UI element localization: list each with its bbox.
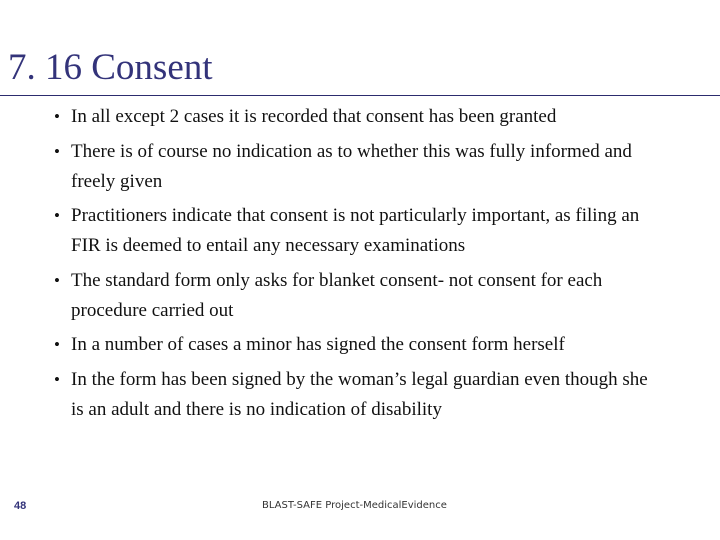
bullet-text: In all except 2 cases it is recorded that consent has been granted [71, 106, 557, 127]
bullet-list [44, 102, 664, 429]
title-divider [0, 95, 720, 96]
bullet-item [44, 330, 664, 360]
bullet-item [44, 137, 664, 197]
bullet-text: Practitioners indicate that consent is not particularly important, as filing an FIR is deemed to entail any necessary examinations [71, 205, 640, 256]
bullet-item [44, 266, 664, 326]
bullet-icon: • [54, 270, 60, 290]
slide-number: 48 [14, 500, 27, 512]
bullet-icon: • [54, 206, 60, 225]
footer-caption: BLAST-SAFE Project-MedicalEvidence [262, 500, 447, 511]
bullet-item [44, 365, 664, 425]
bullet-icon: • [54, 369, 60, 389]
bullet-text: The standard form only asks for blanket consent- not consent for each procedure carried out [71, 269, 603, 321]
bullet-icon: • [54, 335, 60, 354]
bullet-icon: • [54, 141, 60, 161]
slide-title: 7. 16 Consent [8, 47, 213, 88]
bullet-icon: • [54, 107, 60, 126]
bullet-text: In the form has been signed by the woman’s legal guardian even though she is an adult and there is no indication of disability [71, 368, 648, 420]
bullet-text: In a number of cases a minor has signed the consent form herself [71, 334, 565, 355]
bullet-item [44, 201, 664, 261]
bullet-text: There is of course no indication as to whether this was fully informed and freely given [71, 140, 632, 192]
bullet-item [44, 102, 664, 132]
